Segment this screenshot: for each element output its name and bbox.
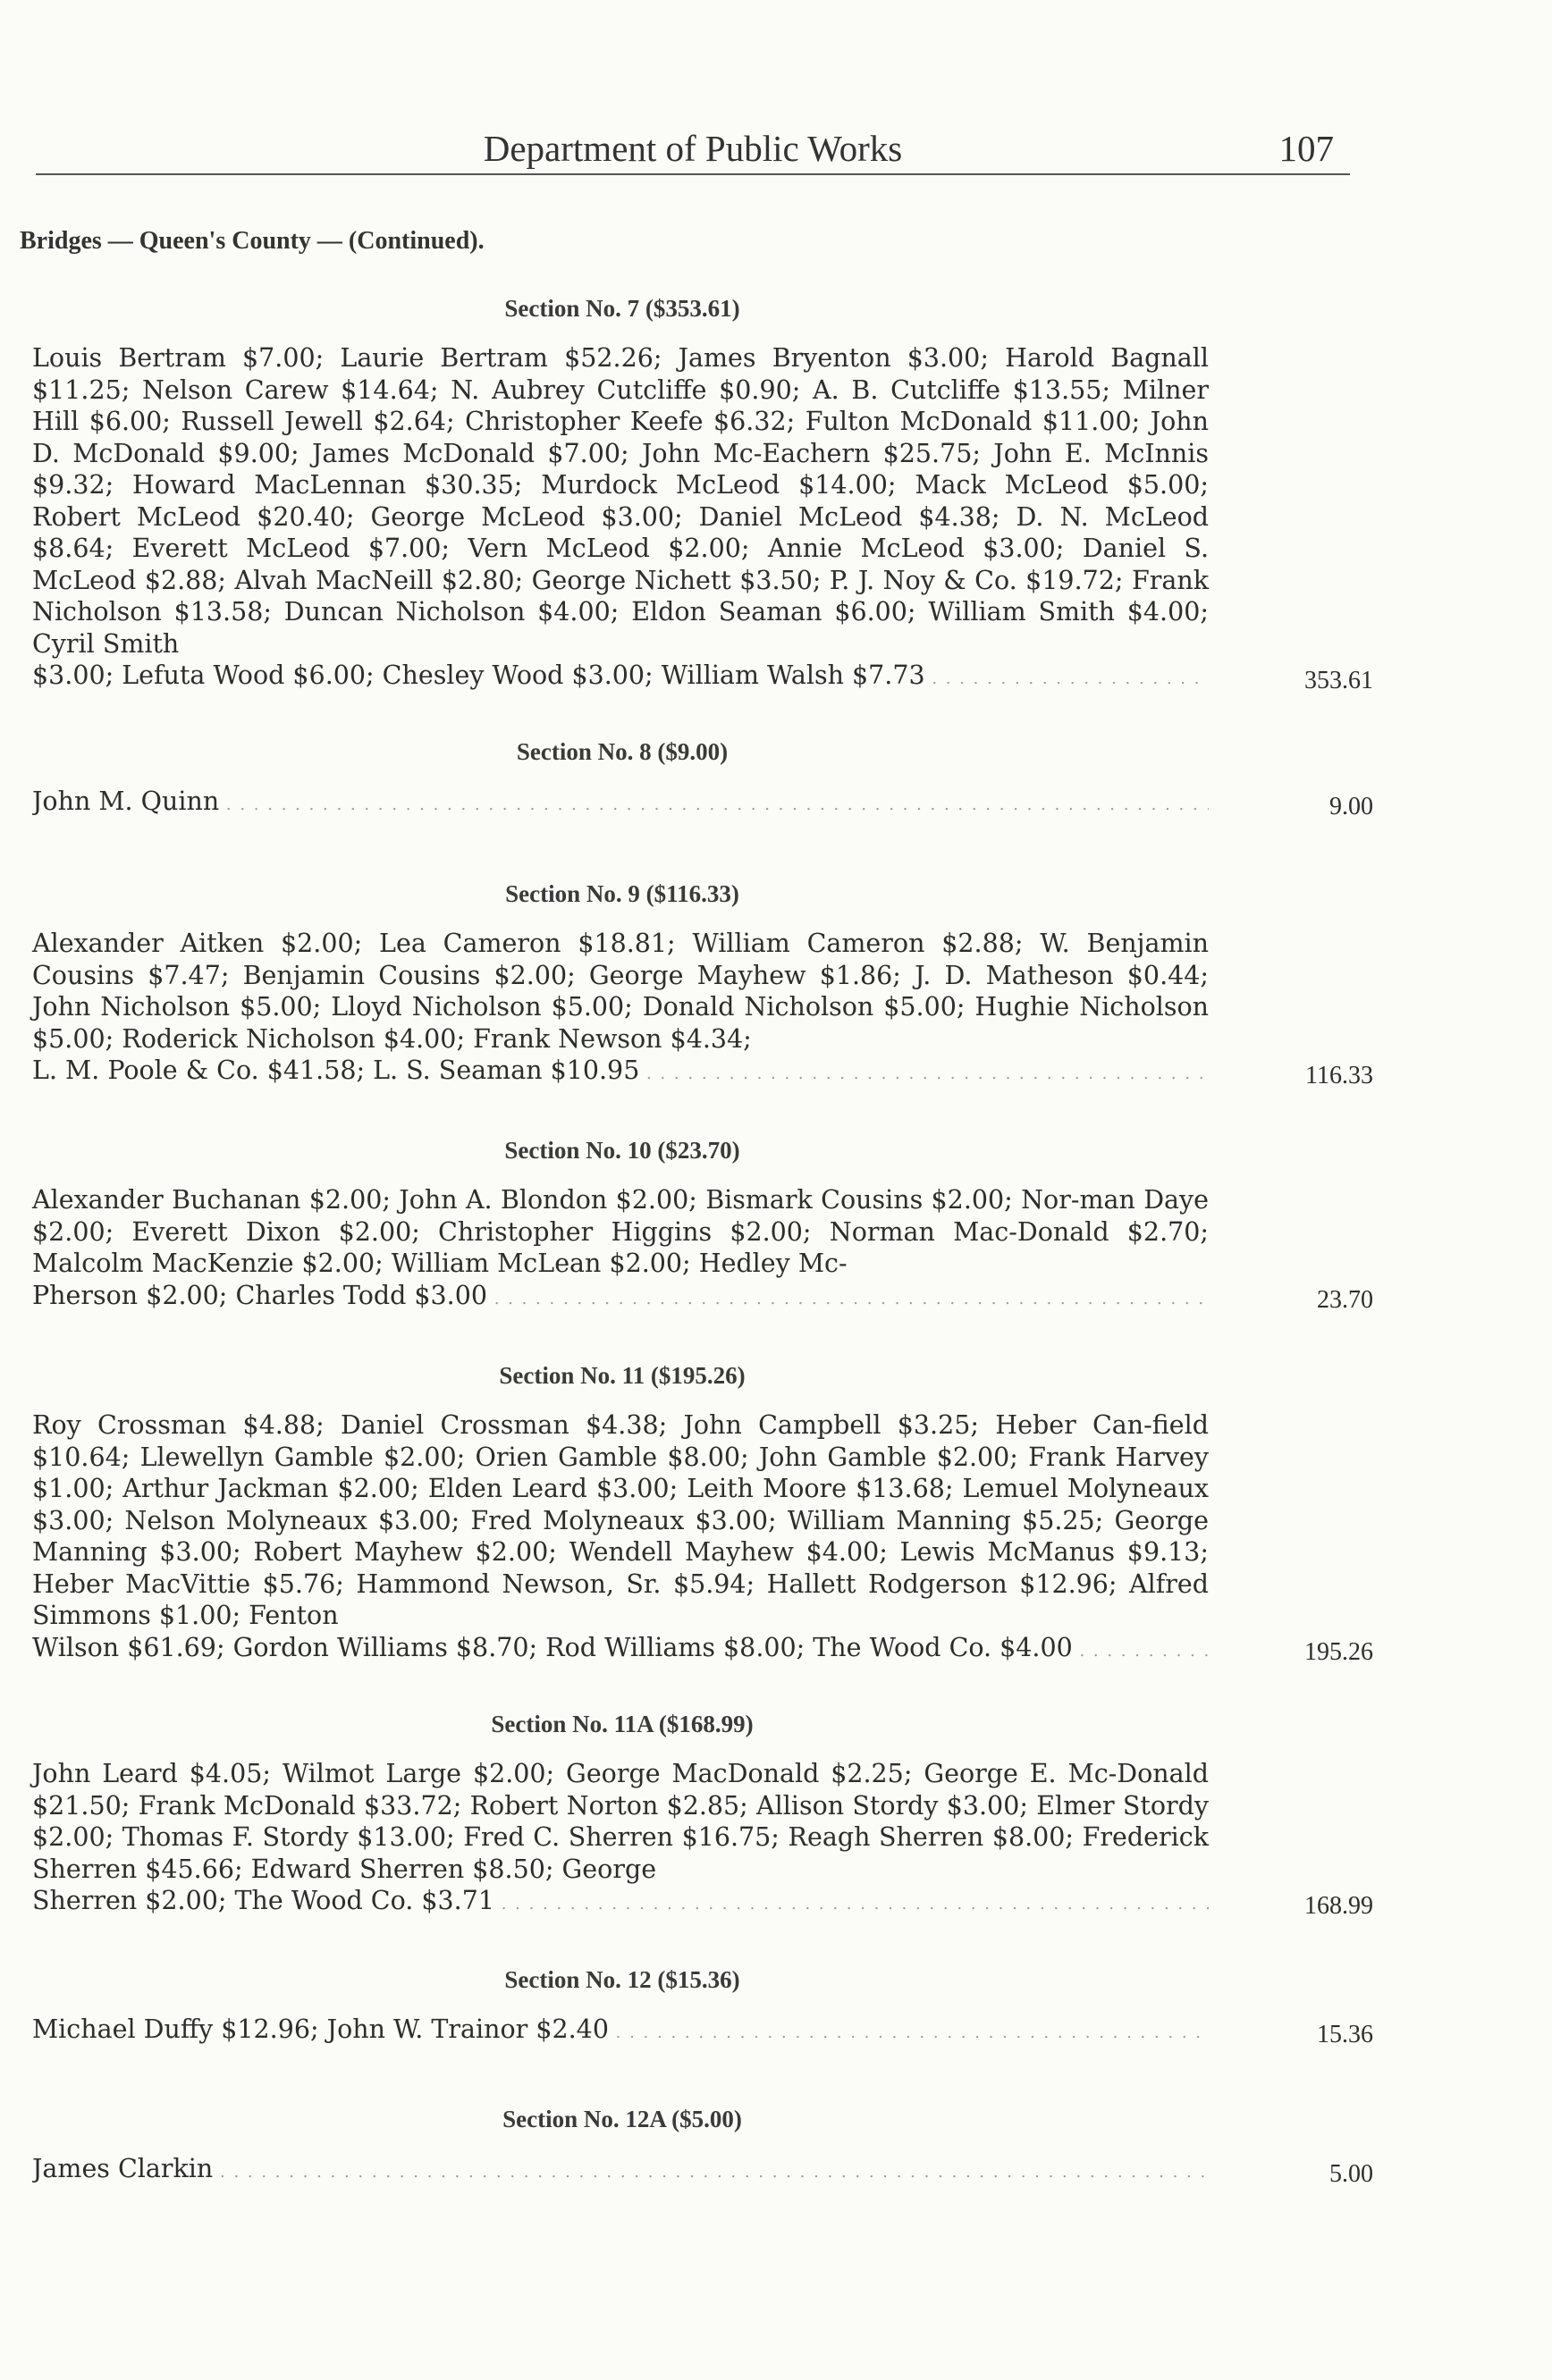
section-text <box>32 2014 1209 2049</box>
section-body <box>32 1409 1373 1667</box>
section-last-line: $3.00; Lefuta Wood $6.00; Chesley Wood $3.00; William Walsh $7.73 . . . <box>32 660 1209 695</box>
section-text <box>32 1184 1209 1315</box>
section-text <box>32 786 1209 821</box>
section-title: Section No. 9 ($116.33) <box>505 880 739 907</box>
section-12a <box>32 2106 1373 2189</box>
section-amount: 9.00 <box>1329 792 1373 820</box>
section-body <box>32 1758 1373 1921</box>
section-last-line: Pherson $2.00; Charles Todd $3.00 . . . <box>32 1280 1209 1316</box>
section-paragraph: Alexander Buchanan $2.00; John A. Blondon $2.00; Bismark Cousins $2.00; Nor-man Daye $2.00; Everett Dixon $2.00; Christopher Higgins $2.00; Norman Mac-Donald $2.70; Malcolm MacKenzie $2.00; William McLean $2.00; Hedley Mc- <box>32 1185 1209 1278</box>
section-body <box>32 928 1373 1090</box>
section-amount: 353.61 <box>1304 666 1373 694</box>
section-8 <box>32 738 1373 821</box>
page-title: Department of Public Works <box>483 128 903 169</box>
section-title: Section No. 11 ($195.26) <box>499 1362 746 1389</box>
section-text <box>32 1409 1209 1667</box>
section-last-line: John M. Quinn . . . <box>32 786 1209 821</box>
section-last-line: Sherren $2.00; The Wood Co. $3.71 . . . <box>32 1885 1209 1921</box>
section-title: Section No. 12A ($5.00) <box>502 2106 742 2132</box>
section-text <box>32 928 1209 1090</box>
section-9 <box>32 880 1373 1090</box>
section-paragraph: Louis Bertram $7.00; Laurie Bertram $52.26; James Bryenton $3.00; Harold Bagnall $11.25; Nelson Carew $14.64; N. Aubrey Cutcliffe $0.90; A. B. Cutcliffe $13.55; Milner Hill $6.00; Russell Jewell $2.64; Christopher Keefe $6.32; Fulton McDonald $11.00; John D. McDonald $9.00; James McDonald $7.00; John Mc-Eachern $25.75; John E. McInnis $9.32; Howard MacLennan $30.35; Murdock McLeod $14.00; Mack McLeod $5.00; Robert McLeod $20.40; George McLeod $3.00; Daniel McLeod $4.38; D. N. McLeod $8.64; Everett McLeod $7.00; Vern McLeod $2.00; Annie McLeod $3.00; Daniel S. McLeod $2.88; Alvah MacNeill $2.80; George Nichett $3.50; P. J. Noy & Co. $19.72; Frank Nicholson $13.58; Duncan Nicholson $4.00; Eldon Seaman $6.00; William Smith $4.00; Cyril Smith <box>32 343 1209 659</box>
section-last-line: Wilson $61.69; Gordon Williams $8.70; Rod Williams $8.00; The Wood Co. $4.00 . . . <box>32 1632 1209 1668</box>
section-10 <box>32 1137 1373 1315</box>
section-amount: 5.00 <box>1329 2159 1373 2188</box>
page-header <box>36 127 1350 175</box>
section-amount: 116.33 <box>1305 1061 1373 1089</box>
section-amount: 168.99 <box>1304 1891 1373 1920</box>
section-title: Section No. 11A ($168.99) <box>491 1711 754 1737</box>
section-amount: 15.36 <box>1317 2020 1373 2048</box>
section-11 <box>32 1362 1373 1667</box>
section-amount: 23.70 <box>1317 1286 1373 1314</box>
section-7 <box>32 295 1373 695</box>
section-body <box>32 342 1373 695</box>
section-last-line: James Clarkin . . . <box>32 2153 1209 2189</box>
section-body <box>32 2014 1373 2049</box>
section-text <box>32 342 1209 695</box>
section-12 <box>32 1966 1373 2049</box>
section-body <box>32 1184 1373 1315</box>
section-title: Section No. 10 ($23.70) <box>504 1137 740 1164</box>
section-title: Section No. 7 ($353.61) <box>504 295 740 322</box>
section-body <box>32 2153 1373 2189</box>
section-paragraph: Alexander Aitken $2.00; Lea Cameron $18.81; William Cameron $2.88; W. Benjamin Cousins $7.47; Benjamin Cousins $2.00; George Mayhew $1.86; J. D. Matheson $0.44; John Nicholson $5.00; Lloyd Nicholson $5.00; Donald Nicholson $5.00; Hughie Nicholson $5.00; Roderick Nicholson $4.00; Frank Newson $4.34; <box>32 929 1209 1054</box>
section-title: Section No. 12 ($15.36) <box>504 1966 740 1993</box>
subheading: Bridges — Queen's County — (Continued). <box>20 227 485 255</box>
section-title: Section No. 8 ($9.00) <box>516 738 729 765</box>
section-11a <box>32 1711 1373 1921</box>
section-last-line: Michael Duffy $12.96; John W. Trainor $2.40 . . . <box>32 2014 1209 2049</box>
section-text <box>32 2153 1209 2189</box>
section-paragraph: Roy Crossman $4.88; Daniel Crossman $4.38; John Campbell $3.25; Heber Can-field $10.64; Llewellyn Gamble $2.00; Orien Gamble $8.00; John Gamble $2.00; Frank Harvey $1.00; Arthur Jackman $2.00; Elden Leard $3.00; Leith Moore $13.68; Lemuel Molyneaux $3.00; Nelson Molyneaux $3.00; Fred Molyneaux $3.00; William Manning $5.25; George Manning $3.00; Robert Mayhew $2.00; Wendell Mayhew $4.00; Lewis McManus $9.13; Heber MacVittie $5.76; Hammond Newson, Sr. $5.94; Hallett Rodgerson $12.96; Alfred Simmons $1.00; Fenton <box>32 1410 1209 1630</box>
section-paragraph: John Leard $4.05; Wilmot Large $2.00; George MacDonald $2.25; George E. Mc-Donald $21.50; Frank McDonald $33.72; Robert Norton $2.85; Allison Stordy $3.00; Elmer Stordy $2.00; Thomas F. Stordy $13.00; Fred C. Sherren $16.75; Reagh Sherren $8.00; Frederick Sherren $45.66; Edward Sherren $8.50; George <box>32 1759 1209 1884</box>
section-last-line: L. M. Poole & Co. $41.58; L. S. Seaman $10.95 . . . <box>32 1055 1209 1090</box>
section-body <box>32 786 1373 821</box>
section-text <box>32 1758 1209 1921</box>
section-amount: 195.26 <box>1304 1638 1373 1666</box>
page-number: 107 <box>1278 128 1334 169</box>
